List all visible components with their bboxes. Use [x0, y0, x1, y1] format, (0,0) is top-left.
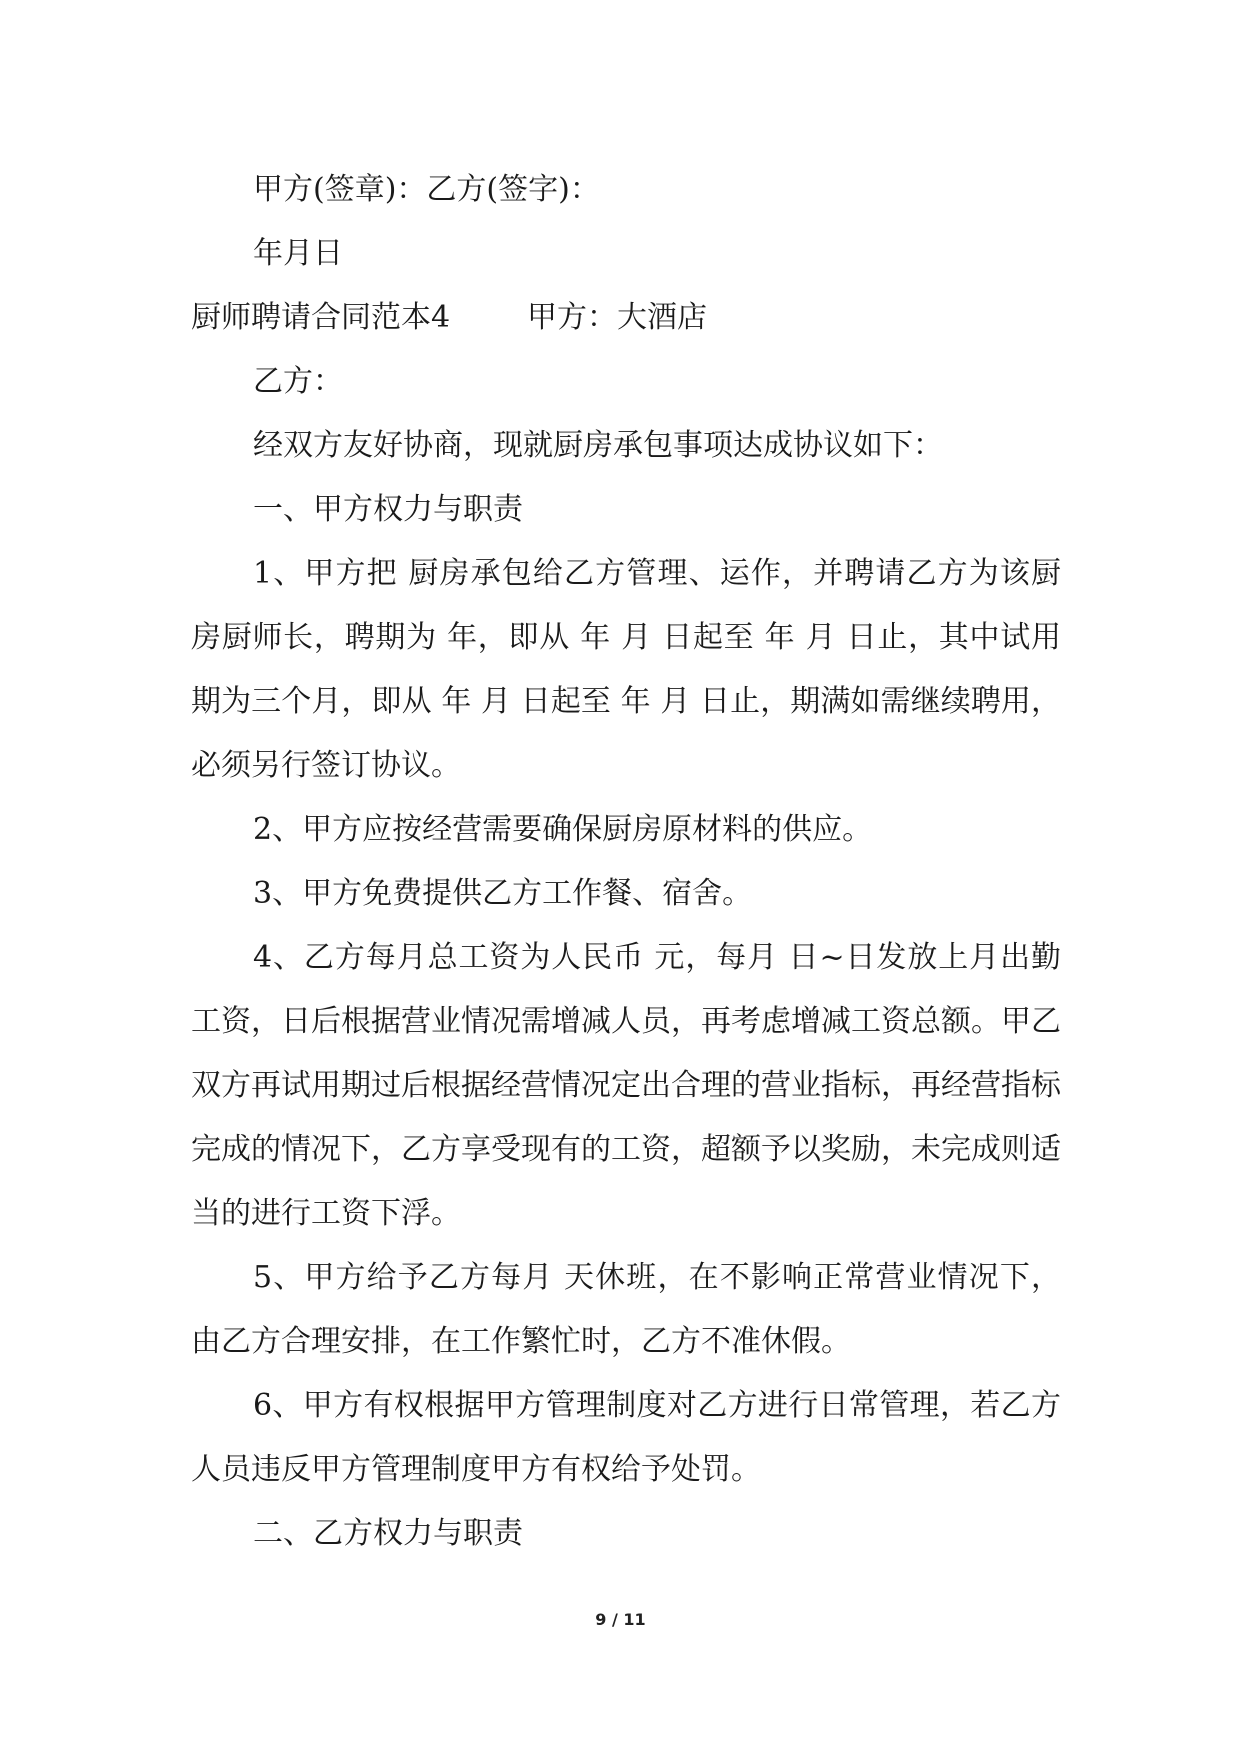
clause-3: 3、甲方免费提供乙方工作餐、宿舍。 [253, 876, 753, 911]
clause-4: 4、乙方每月总工资为人民币 元，每月 日~日发放上月出勤工资，日后根据营业情况需增减人员，再考虑增减工资总额。甲乙双方再试用期过后根据经营情况定出合理的营业指标，再经营指标完成的情况下，乙方享受现有的工资，超额予以奖励，未完成则适当的进行工资下浮。 [191, 940, 1061, 1231]
date-line: 年月日 [253, 236, 343, 271]
clause-5: 5、甲方给予乙方每月 天休班，在不影响正常营业情况下，由乙方合理安排，在工作繁忙时，乙方不准休假。 [191, 1260, 1061, 1359]
signature-line: 甲方(签章)：乙方(签字)： [253, 172, 600, 207]
document-body [191, 158, 1061, 1566]
party-a-line: 甲方：大酒店 [527, 300, 707, 335]
clause-2: 2、甲方应按经营需要确保厨房原材料的供应。 [253, 812, 873, 847]
party-b-line: 乙方： [253, 364, 343, 399]
clause-1: 1、甲方把 厨房承包给乙方管理、运作，并聘请乙方为该厨房厨师长，聘期为 年，即从 年 月 日起至 年 月 日止，其中试用期为三个月，即从 年 月 日起至 年 月 日止，期满如需继续聘用，必须另行签订协议。 [191, 556, 1061, 783]
section-heading-2: 二、乙方权力与职责 [253, 1516, 523, 1551]
page-number: 9 / 11 [595, 1610, 646, 1629]
intro-line: 经双方友好协商，现就厨房承包事项达成协议如下： [253, 428, 943, 463]
contract-title: 厨师聘请合同范本4 [191, 300, 451, 335]
clause-6: 6、甲方有权根据甲方管理制度对乙方进行日常管理，若乙方人员违反甲方管理制度甲方有权给予处罚。 [191, 1388, 1061, 1487]
title-row [191, 286, 1061, 350]
section-heading-1: 一、甲方权力与职责 [253, 492, 523, 527]
